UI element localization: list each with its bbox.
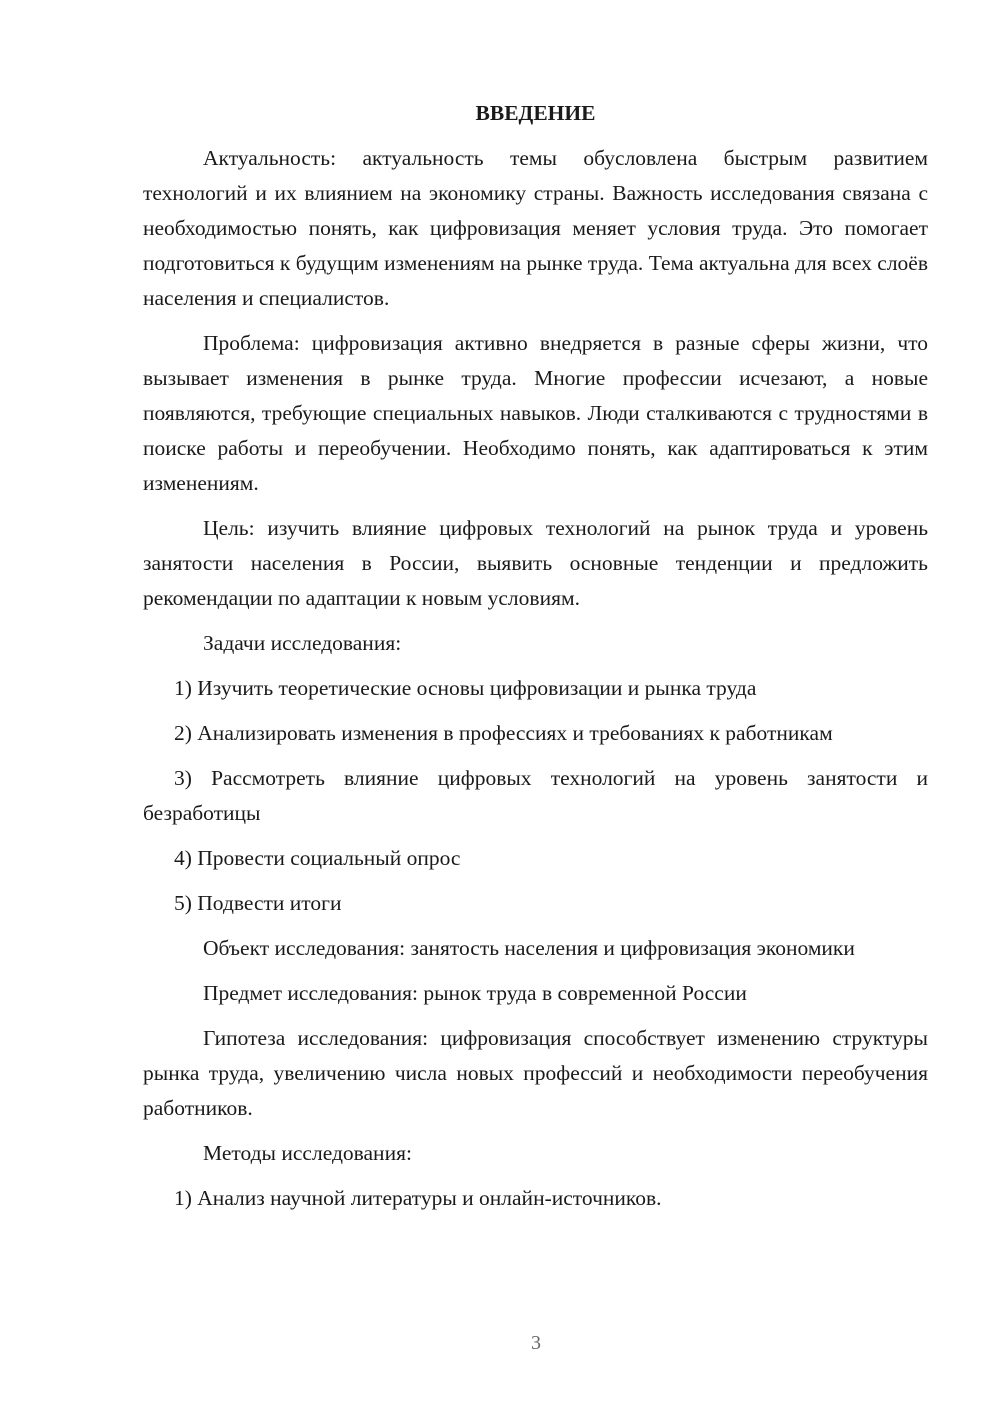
object-paragraph: Объект исследования: занятость населения и цифровизация экономики [203, 936, 855, 960]
document-page [143, 96, 928, 1226]
hypothesis-paragraph: Гипотеза исследования: цифровизация способствует изменению структуры рынка труда, увеличению числа новых профессий и необходимости переобучения работников. [143, 1026, 928, 1120]
tasks-heading: Задачи исследования: [203, 631, 402, 655]
problem-paragraph: Проблема: цифровизация активно внедряется в разные сферы жизни, что вызывает изменения в рынке труда. Многие профессии исчезают, а новые появляются, требующие специальных навыков. Люди сталкиваются с трудностями в поиске работы и переобучении. Необходимо понять, как адаптироваться к этим изменениям. [143, 331, 928, 495]
page-number: 3 [531, 1332, 541, 1354]
goal-paragraph: Цель: изучить влияние цифровых технологий на рынок труда и уровень занятости населения в России, выявить основные тенденции и предложить рекомендации по адаптации к новым условиям. [143, 516, 928, 610]
methods-heading: Методы исследования: [203, 1141, 412, 1165]
relevance-paragraph: Актуальность: актуальность темы обусловлена быстрым развитием технологий и их влиянием на экономику страны. Важность исследования связана с необходимостью понять, как цифровизация меняет условия труда. Это помогает подготовиться к будущим изменениям на рынке труда. Тема актуальна для всех слоёв населения и специалистов. [143, 146, 928, 310]
task-item: 3) Рассмотреть влияние цифровых технологий на уровень занятости и безработицы [143, 766, 928, 825]
task-item: 4) Провести социальный опрос [174, 846, 461, 870]
subject-paragraph: Предмет исследования: рынок труда в современной России [203, 981, 747, 1005]
task-item: 5) Подвести итоги [174, 891, 342, 915]
task-item: 1) Изучить теоретические основы цифровизации и рынка труда [174, 676, 757, 700]
task-item: 2) Анализировать изменения в профессиях и требованиях к работникам [174, 721, 833, 745]
method-item: 1) Анализ научной литературы и онлайн-источников. [174, 1186, 662, 1210]
page-title: ВВЕДЕНИЕ [475, 101, 596, 125]
